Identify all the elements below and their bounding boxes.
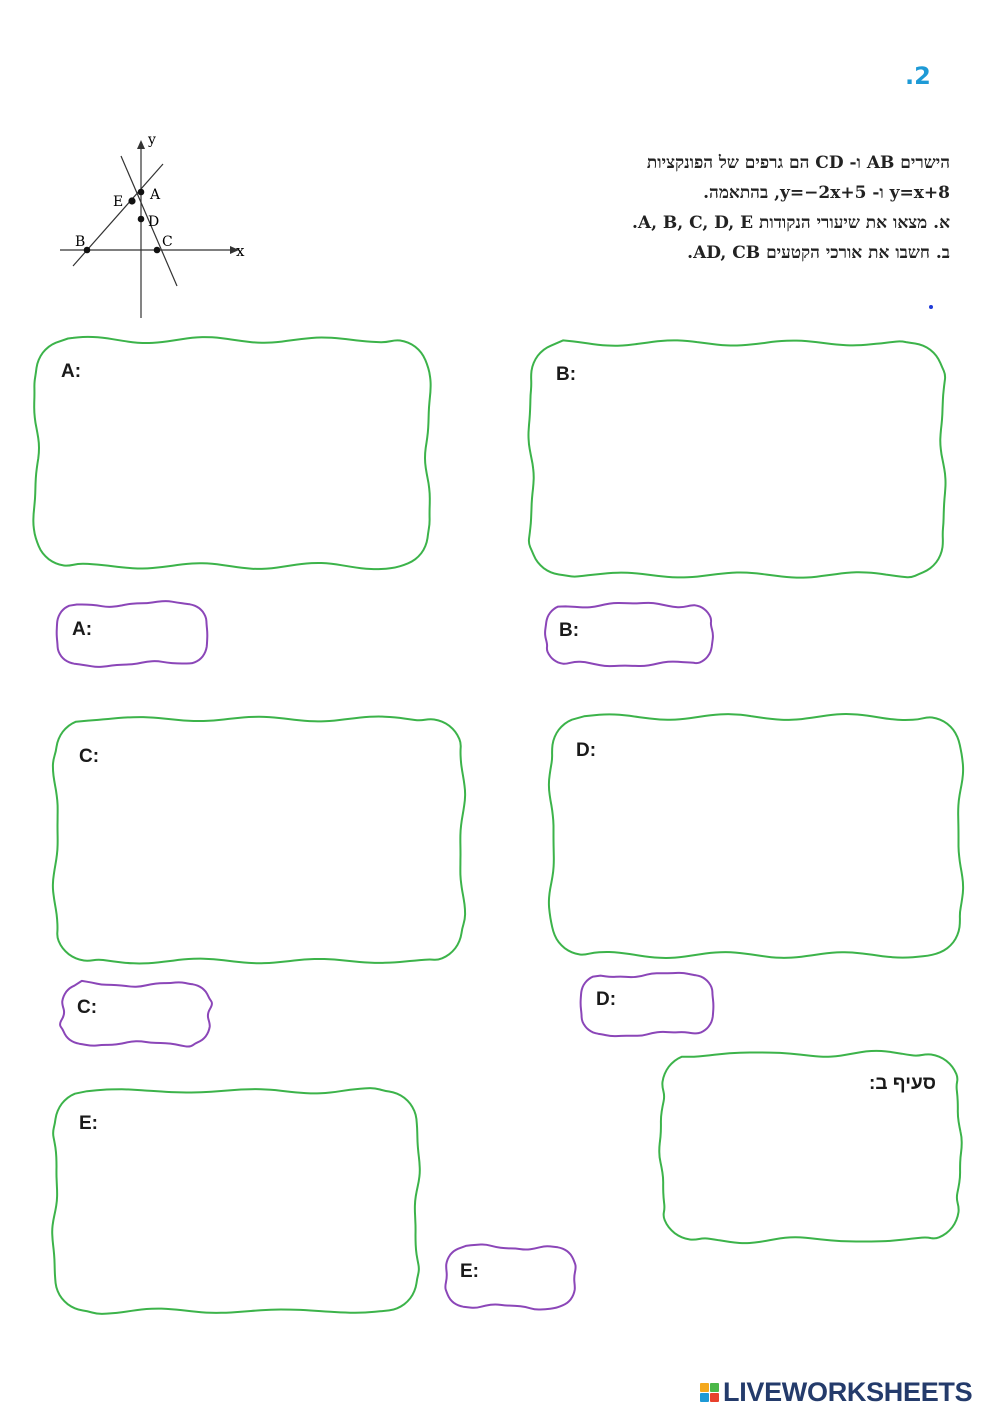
work-box-part-b-label: סעיף ב: (869, 1073, 936, 1094)
answer-box-c-label: C: (77, 997, 98, 1018)
point-a (138, 189, 145, 196)
point-c (154, 247, 161, 254)
point-c-label: C (162, 234, 173, 250)
work-box-c-label: C: (79, 746, 100, 767)
work-box-b[interactable] (528, 340, 946, 578)
point-b-label: B (75, 234, 86, 250)
liveworksheets-watermark (700, 1377, 972, 1408)
work-box-a-label: A: (61, 361, 82, 382)
answer-box-d-label: D: (596, 989, 617, 1010)
problem-line-3: א. מצאו את שיעורי הנקודות A, B, C, D, E. (631, 213, 950, 233)
point-d-label: D (148, 214, 160, 230)
y-axis-label: y (148, 132, 156, 148)
point-d (138, 216, 145, 223)
question-number: .2 (905, 62, 931, 90)
liveworksheets-logo-icon (700, 1383, 719, 1402)
answer-box-d[interactable] (578, 972, 716, 1037)
answer-box-a-label: A: (72, 619, 93, 640)
work-box-e-label: E: (79, 1113, 98, 1134)
work-box-c[interactable] (53, 716, 465, 964)
work-box-part-b[interactable] (659, 1051, 962, 1243)
work-box-d[interactable] (549, 714, 963, 958)
work-box-d-label: D: (576, 740, 597, 761)
problem-line-1: הישרים AB ו- CD הם גרפים של הפונקציות (646, 153, 950, 173)
work-box-b-label: B: (556, 364, 577, 385)
work-box-a[interactable] (33, 337, 431, 569)
point-e-label: E (113, 194, 124, 210)
problem-text (480, 148, 950, 268)
coordinate-graph (55, 128, 255, 323)
answer-box-c[interactable] (59, 981, 213, 1047)
answer-box-b[interactable] (543, 602, 715, 667)
answer-box-e[interactable] (443, 1244, 578, 1310)
work-box-e[interactable] (52, 1088, 420, 1314)
x-axis-label: x (236, 242, 245, 260)
answer-box-e-label: E: (460, 1261, 479, 1282)
answer-box-b-label: B: (559, 620, 580, 641)
blue-dot-mark (929, 305, 933, 309)
watermark-text: LIVEWORKSHEETS (723, 1377, 973, 1407)
answer-box-a[interactable] (54, 601, 210, 667)
y-axis-arrow (137, 140, 145, 149)
problem-line-4: ב. חשבו את אורכי הקטעים AD, CB. (687, 243, 950, 263)
problem-line-2: y=x+8 ו- y=−2x+5, בהתאמה. (703, 183, 950, 203)
point-e (128, 197, 135, 204)
point-a-label: A (150, 187, 161, 203)
